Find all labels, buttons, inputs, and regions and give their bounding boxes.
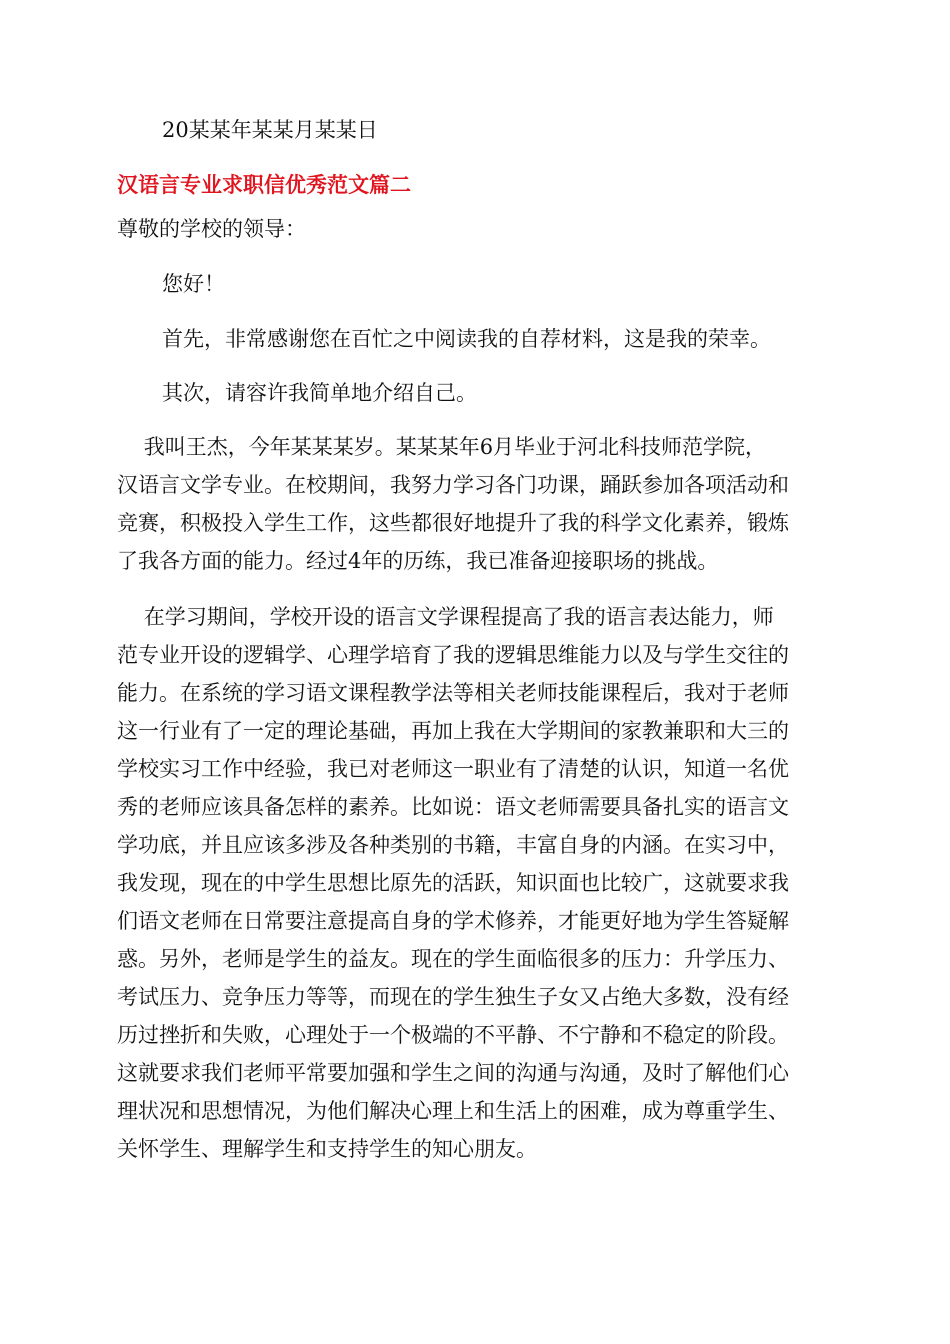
opening-sentence: 首先，非常感谢您在百忙之中阅读我的自荐材料，这是我的荣幸。 [162,327,771,351]
greeting: 您好！ [162,272,225,296]
paragraph-line: 学校实习工作中经验，我已对老师这一职业有了清楚的认识，知道一名优 [117,757,789,781]
paragraph-line: 汉语言文学专业。在校期间，我努力学习各门功课，踊跃参加各项活动和 [117,473,789,497]
paragraph-line: 我发现，现在的中学生思想比原先的活跃，知识面也比较广，这就要求我 [117,871,789,895]
paragraph-line: 学功底，并且应该多涉及各种类别的书籍，丰富自身的内涵。在实习中， [117,833,789,857]
paragraph-line: 能力。在系统的学习语文课程教学法等相关老师技能课程后，我对于老师 [117,681,789,705]
paragraph-line: 考试压力、竞争压力等等，而现在的学生独生子女又占绝大多数，没有经 [117,985,789,1009]
paragraph-line: 了我各方面的能力。经过4年的历练，我已准备迎接职场的挑战。 [117,549,719,573]
paragraph-line: 惑。另外，老师是学生的益友。现在的学生面临很多的压力：升学压力、 [117,947,789,971]
paragraph-line: 这一行业有了一定的理论基础，再加上我在大学期间的家教兼职和大三的 [117,719,789,743]
paragraph-line: 关怀学生、理解学生和支持学生的知心朋友。 [117,1137,537,1161]
paragraph-line: 理状况和思想情况，为他们解决心理上和生活上的困难，成为尊重学生、 [117,1099,789,1123]
date-line: 20某某年某某月某某日 [162,118,378,142]
intro-paragraph [117,428,837,580]
paragraph-line: 我叫王杰，今年某某某岁。某某某年6月毕业于河北科技师范学院， [117,435,767,459]
introduction-sentence: 其次，请容许我简单地介绍自己。 [162,381,477,405]
salutation: 尊敬的学校的领导： [117,217,306,241]
paragraph-line: 竞赛，积极投入学生工作，这些都很好地提升了我的科学文化素养，锻炼 [117,511,789,535]
paragraph-line: 在学习期间，学校开设的语言文学课程提高了我的语言表达能力，师 [117,605,774,629]
paragraph-line: 历过挫折和失败，心理处于一个极端的不平静、不宁静和不稳定的阶段。 [117,1023,789,1047]
paragraph-line: 秀的老师应该具备怎样的素养。比如说：语文老师需要具备扎实的语言文 [117,795,789,819]
paragraph-line: 范专业开设的逻辑学、心理学培育了我的逻辑思维能力以及与学生交往的 [117,643,789,667]
paragraph-line: 这就要求我们老师平常要加强和学生之间的沟通与沟通，及时了解他们心 [117,1061,789,1085]
study-paragraph [117,598,837,1168]
paragraph-line: 们语文老师在日常要注意提高自身的学术修养，才能更好地为学生答疑解 [117,909,789,933]
section-heading: 汉语言专业求职信优秀范文篇二 [117,173,411,197]
